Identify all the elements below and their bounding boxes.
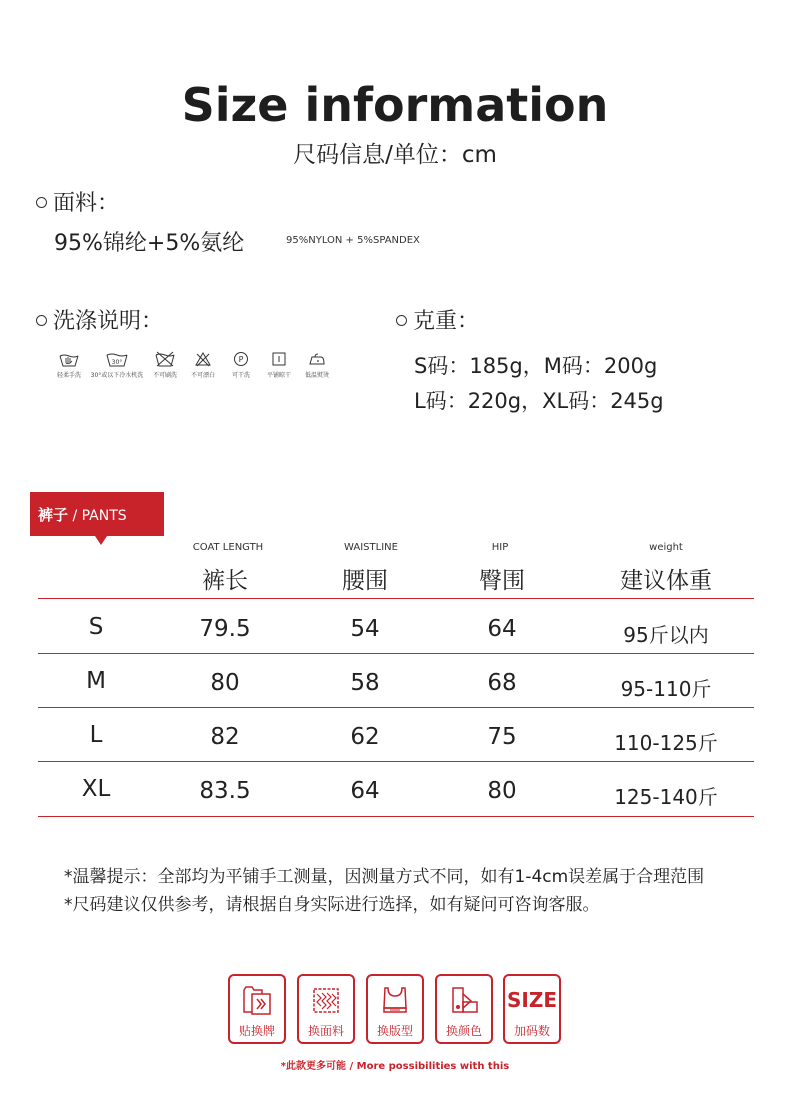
size-cell: S — [88, 614, 104, 640]
wash-label: 30°或以下冷水机洗 — [90, 372, 144, 379]
hip-cell: 68 — [487, 670, 517, 696]
fabric-section-label — [36, 186, 119, 217]
change-color-label: 换颜色 — [445, 1024, 482, 1038]
column-header-en: COAT LENGTH — [192, 542, 264, 553]
dry-clean-p-icon — [233, 350, 249, 368]
column-header-en: WAISTLINE — [344, 542, 398, 553]
weight-cell: 95斤以内 — [623, 623, 709, 647]
note-measurement: *温馨提示：全部均为平铺手工测量，因测量方式不同，如有1-4cm误差属于合理范围 — [64, 867, 705, 887]
wash-label: 轻柔手洗 — [56, 372, 81, 379]
bullet-icon — [396, 315, 407, 326]
weight-cell: 125-140斤 — [614, 785, 718, 809]
note-size-advice: *尺码建议仅供参考，请根据自身实际进行选择，如有疑问可咨询客服。 — [64, 895, 600, 915]
wash-label: 不可漂白 — [190, 372, 215, 379]
wash-label: 不可刷洗 — [152, 372, 177, 379]
add-size-label: 加码数 — [513, 1024, 550, 1038]
length-cell: 79.5 — [199, 616, 251, 642]
change-pattern-label: 换版型 — [376, 1024, 413, 1038]
wash-item — [88, 350, 146, 379]
length-cell: 82 — [210, 724, 240, 750]
column-header-zh: 建议体重 — [620, 568, 712, 594]
change-fabric-label: 换面料 — [307, 1024, 344, 1038]
swap-tag-button[interactable] — [228, 974, 286, 1044]
bullet-icon — [36, 197, 47, 208]
hip-cell: 64 — [487, 616, 517, 642]
add-size-button[interactable] — [503, 974, 561, 1044]
wash-label: 平铺晾干 — [266, 372, 291, 379]
weight-label: 克重： — [413, 309, 480, 334]
svg-text:30°: 30° — [111, 359, 123, 366]
category-tag-en: / PANTS — [68, 508, 127, 524]
column-header-zh: 臀围 — [479, 568, 525, 594]
size-cell: L — [89, 722, 103, 748]
page-subtitle: 尺码信息/单位：cm — [293, 142, 497, 168]
waist-cell: 58 — [350, 670, 380, 696]
table-divider — [38, 816, 754, 817]
weight-line-2: L码：220g，XL码：245g — [414, 389, 664, 413]
no-machine-wash-icon — [154, 350, 176, 368]
size-word: SIZE — [506, 988, 557, 1012]
bullet-icon — [36, 315, 47, 326]
size-cell: M — [86, 668, 106, 694]
weight-cell: 110-125斤 — [614, 731, 718, 755]
size-icon — [505, 982, 559, 1018]
weight-cell: 95-110斤 — [620, 677, 712, 701]
wash-label: 可干洗 — [231, 372, 250, 379]
hip-cell: 75 — [487, 724, 517, 750]
low-iron-icon — [307, 350, 327, 368]
fabric-icon — [299, 982, 353, 1018]
table-divider — [38, 761, 754, 762]
garment-pattern-icon — [368, 982, 422, 1018]
change-color-button[interactable] — [435, 974, 493, 1044]
wash-item — [50, 350, 88, 379]
washing-icons — [50, 350, 336, 379]
weight-line-1: S码：185g，M码：200g — [414, 354, 658, 378]
column-header-en: weight — [649, 542, 683, 553]
column-header-en: HIP — [491, 542, 509, 553]
waist-cell: 62 — [350, 724, 380, 750]
waist-cell: 64 — [350, 778, 380, 804]
length-cell: 83.5 — [199, 778, 251, 804]
category-tag — [30, 492, 164, 536]
no-bleach-icon — [194, 350, 212, 368]
footer-more-possibilities: *此款更多可能 / More possibilities with this — [280, 1061, 510, 1072]
wash-item — [298, 350, 336, 379]
weight-section-label — [396, 304, 479, 335]
wash-label: 低温熨烫 — [304, 372, 329, 379]
color-swatch-icon — [437, 982, 491, 1018]
column-header-zh: 裤长 — [202, 568, 248, 594]
category-tag-zh: 裤子 — [38, 506, 69, 524]
washing-label: 洗涤说明： — [53, 309, 164, 334]
wash-item — [222, 350, 260, 379]
hip-cell: 80 — [487, 778, 517, 804]
page-title: Size information — [181, 78, 609, 132]
table-divider — [38, 653, 754, 654]
svg-text:P: P — [238, 355, 244, 364]
fabric-composition-en: 95%NYLON + 5%SPANDEX — [286, 235, 420, 246]
table-divider — [38, 707, 754, 708]
fabric-label: 面料： — [53, 191, 120, 216]
tag-pointer-icon — [95, 536, 107, 545]
machine-wash-30-icon — [105, 350, 129, 368]
size-cell: XL — [81, 776, 111, 802]
column-header-zh: 腰围 — [342, 568, 388, 594]
fabric-composition: 95%锦纶+5%氨纶 — [54, 231, 245, 256]
washing-section-label — [36, 304, 163, 335]
length-cell: 80 — [210, 670, 240, 696]
wash-item — [184, 350, 222, 379]
change-pattern-button[interactable] — [366, 974, 424, 1044]
wash-item — [146, 350, 184, 379]
hand-wash-icon — [58, 350, 80, 368]
change-fabric-button[interactable] — [297, 974, 355, 1044]
table-divider — [38, 598, 754, 599]
swap-tag-icon — [230, 982, 284, 1018]
swap-tag-label: 贴换牌 — [238, 1024, 275, 1038]
flat-dry-icon — [271, 350, 287, 368]
waist-cell: 54 — [350, 616, 380, 642]
wash-item — [260, 350, 298, 379]
